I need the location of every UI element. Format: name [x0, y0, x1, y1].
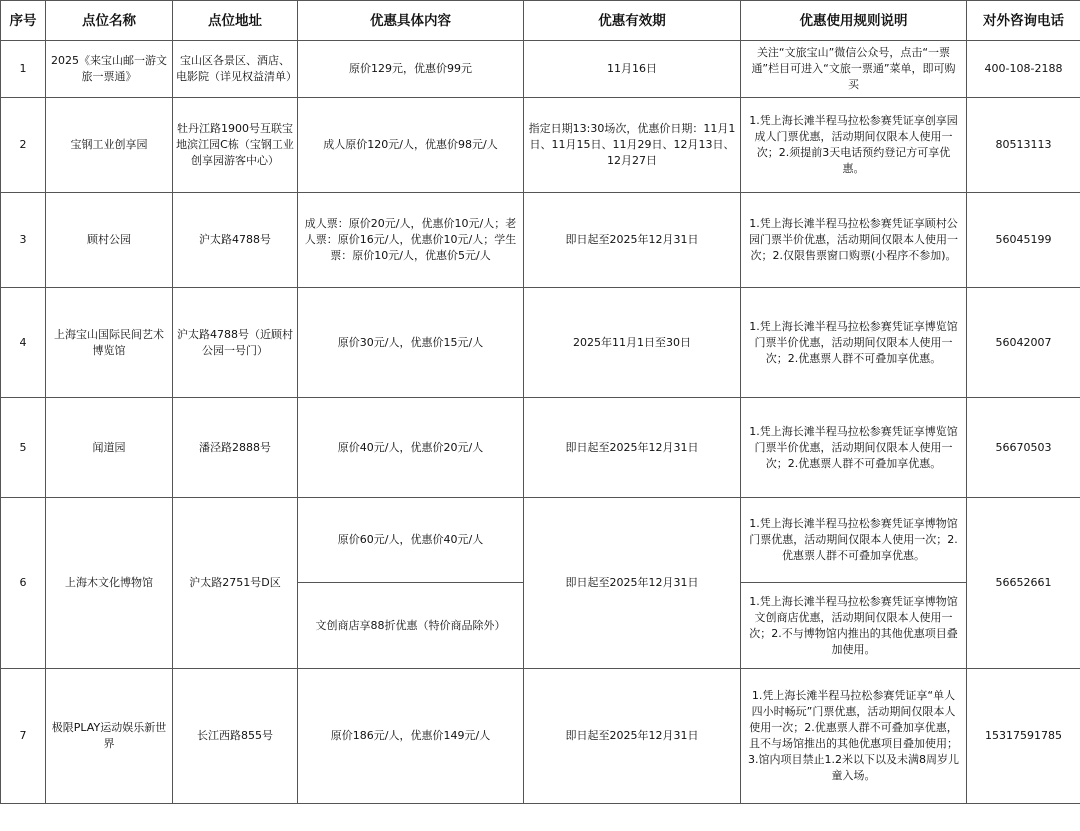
row-phone: 400-108-2188 — [967, 41, 1080, 98]
row-seq: 2 — [1, 98, 46, 193]
row-name: 宝钢工业创享园 — [46, 98, 173, 193]
row-rules: 关注“文旅宝山”微信公众号，点击“一票通”栏目可进入“文旅一票通”菜单，即可购买 — [741, 41, 967, 98]
row-address: 潘泾路2888号 — [173, 398, 298, 498]
row-validity: 即日起至2025年12月31日 — [524, 398, 741, 498]
row-name: 闻道园 — [46, 398, 173, 498]
row-validity: 即日起至2025年12月31日 — [524, 498, 741, 669]
header-validity: 优惠有效期 — [524, 1, 741, 41]
row-offer: 成人原价120元/人，优惠价98元/人 — [298, 98, 524, 193]
row-offer: 原价30元/人，优惠价15元/人 — [298, 288, 524, 398]
row-rules-shop: 1.凭上海长滩半程马拉松参赛凭证享博物馆文创商店优惠，活动期间仅限本人使用一次；2.不与博物馆内推出的其他优惠项目叠加使用。 — [741, 583, 967, 669]
table-row — [1, 288, 1080, 398]
header-phone: 对外咨询电话 — [967, 1, 1080, 41]
header-name: 点位名称 — [46, 1, 173, 41]
row-offer-shop: 文创商店享88折优惠（特价商品除外） — [298, 583, 524, 669]
row-seq: 4 — [1, 288, 46, 398]
header-address: 点位地址 — [173, 1, 298, 41]
table-row — [1, 98, 1080, 193]
row-address: 牡丹江路1900号互联宝地滨江园C栋（宝钢工业创享园游客中心） — [173, 98, 298, 193]
row-seq: 7 — [1, 669, 46, 804]
row-rules: 1.凭上海长滩半程马拉松参赛凭证享顾村公园门票半价优惠，活动期间仅限本人使用一次；2.仅限售票窗口购票(小程序不参加)。 — [741, 193, 967, 288]
table-row — [1, 193, 1080, 288]
table-row — [1, 41, 1080, 98]
row-rules: 1.凭上海长滩半程马拉松参赛凭证享创享园成人门票优惠，活动期间仅限本人使用一次；2.须提前3天电话预约登记方可享优惠。 — [741, 98, 967, 193]
header-row — [1, 1, 1080, 41]
row-offer: 原价129元，优惠价99元 — [298, 41, 524, 98]
header-rules: 优惠使用规则说明 — [741, 1, 967, 41]
row-phone: 56042007 — [967, 288, 1080, 398]
row-phone: 15317591785 — [967, 669, 1080, 804]
row-address: 沪太路2751号D区 — [173, 498, 298, 669]
header-offer: 优惠具体内容 — [298, 1, 524, 41]
row-phone: 80513113 — [967, 98, 1080, 193]
header-seq: 序号 — [1, 1, 46, 41]
row-validity: 11月16日 — [524, 41, 741, 98]
row-name: 顾村公园 — [46, 193, 173, 288]
row-name: 2025《来宝山邮一游文旅一票通》 — [46, 41, 173, 98]
row-seq: 3 — [1, 193, 46, 288]
table-row — [1, 398, 1080, 498]
row-rules-ticket: 1.凭上海长滩半程马拉松参赛凭证享博物馆门票优惠，活动期间仅限本人使用一次；2.优惠票人群不可叠加享优惠。 — [741, 498, 967, 583]
row-offer: 原价40元/人，优惠价20元/人 — [298, 398, 524, 498]
row-address: 沪太路4788号（近顾村公园一号门） — [173, 288, 298, 398]
row-validity: 即日起至2025年12月31日 — [524, 669, 741, 804]
row-seq: 5 — [1, 398, 46, 498]
row-phone: 56045199 — [967, 193, 1080, 288]
row-seq: 6 — [1, 498, 46, 669]
row-validity: 指定日期13:30场次，优惠价日期：11月1日、11月15日、11月29日、12月13日、12月27日 — [524, 98, 741, 193]
row-phone: 56652661 — [967, 498, 1080, 669]
row-offer: 成人票：原价20元/人，优惠价10元/人；老人票：原价16元/人，优惠价10元/人；学生票：原价10元/人，优惠价5元/人 — [298, 193, 524, 288]
row-offer-ticket: 原价60元/人，优惠价40元/人 — [298, 498, 524, 583]
row-validity: 2025年11月1日至30日 — [524, 288, 741, 398]
row-seq: 1 — [1, 41, 46, 98]
row-offer: 原价186元/人，优惠价149元/人 — [298, 669, 524, 804]
row-name: 极限PLAY运动娱乐新世界 — [46, 669, 173, 804]
row-rules: 1.凭上海长滩半程马拉松参赛凭证享博览馆门票半价优惠，活动期间仅限本人使用一次；2.优惠票人群不可叠加享优惠。 — [741, 288, 967, 398]
table-row — [1, 669, 1080, 804]
row-validity: 即日起至2025年12月31日 — [524, 193, 741, 288]
row-rules: 1.凭上海长滩半程马拉松参赛凭证享博览馆门票半价优惠，活动期间仅限本人使用一次；2.优惠票人群不可叠加享优惠。 — [741, 398, 967, 498]
row-address: 沪太路4788号 — [173, 193, 298, 288]
row-rules: 1.凭上海长滩半程马拉松参赛凭证享“单人四小时畅玩”门票优惠，活动期间仅限本人使用一次；2.优惠票人群不可叠加享优惠，且不与场馆推出的其他优惠项目叠加使用；3.馆内项目禁止1.2米以下以及未满8周岁儿童入场。 — [741, 669, 967, 804]
row-name: 上海木文化博物馆 — [46, 498, 173, 669]
row-address: 宝山区各景区、酒店、电影院（详见权益清单） — [173, 41, 298, 98]
row-name: 上海宝山国际民间艺术博览馆 — [46, 288, 173, 398]
table-row — [1, 498, 1080, 583]
row-address: 长江西路855号 — [173, 669, 298, 804]
row-phone: 56670503 — [967, 398, 1080, 498]
